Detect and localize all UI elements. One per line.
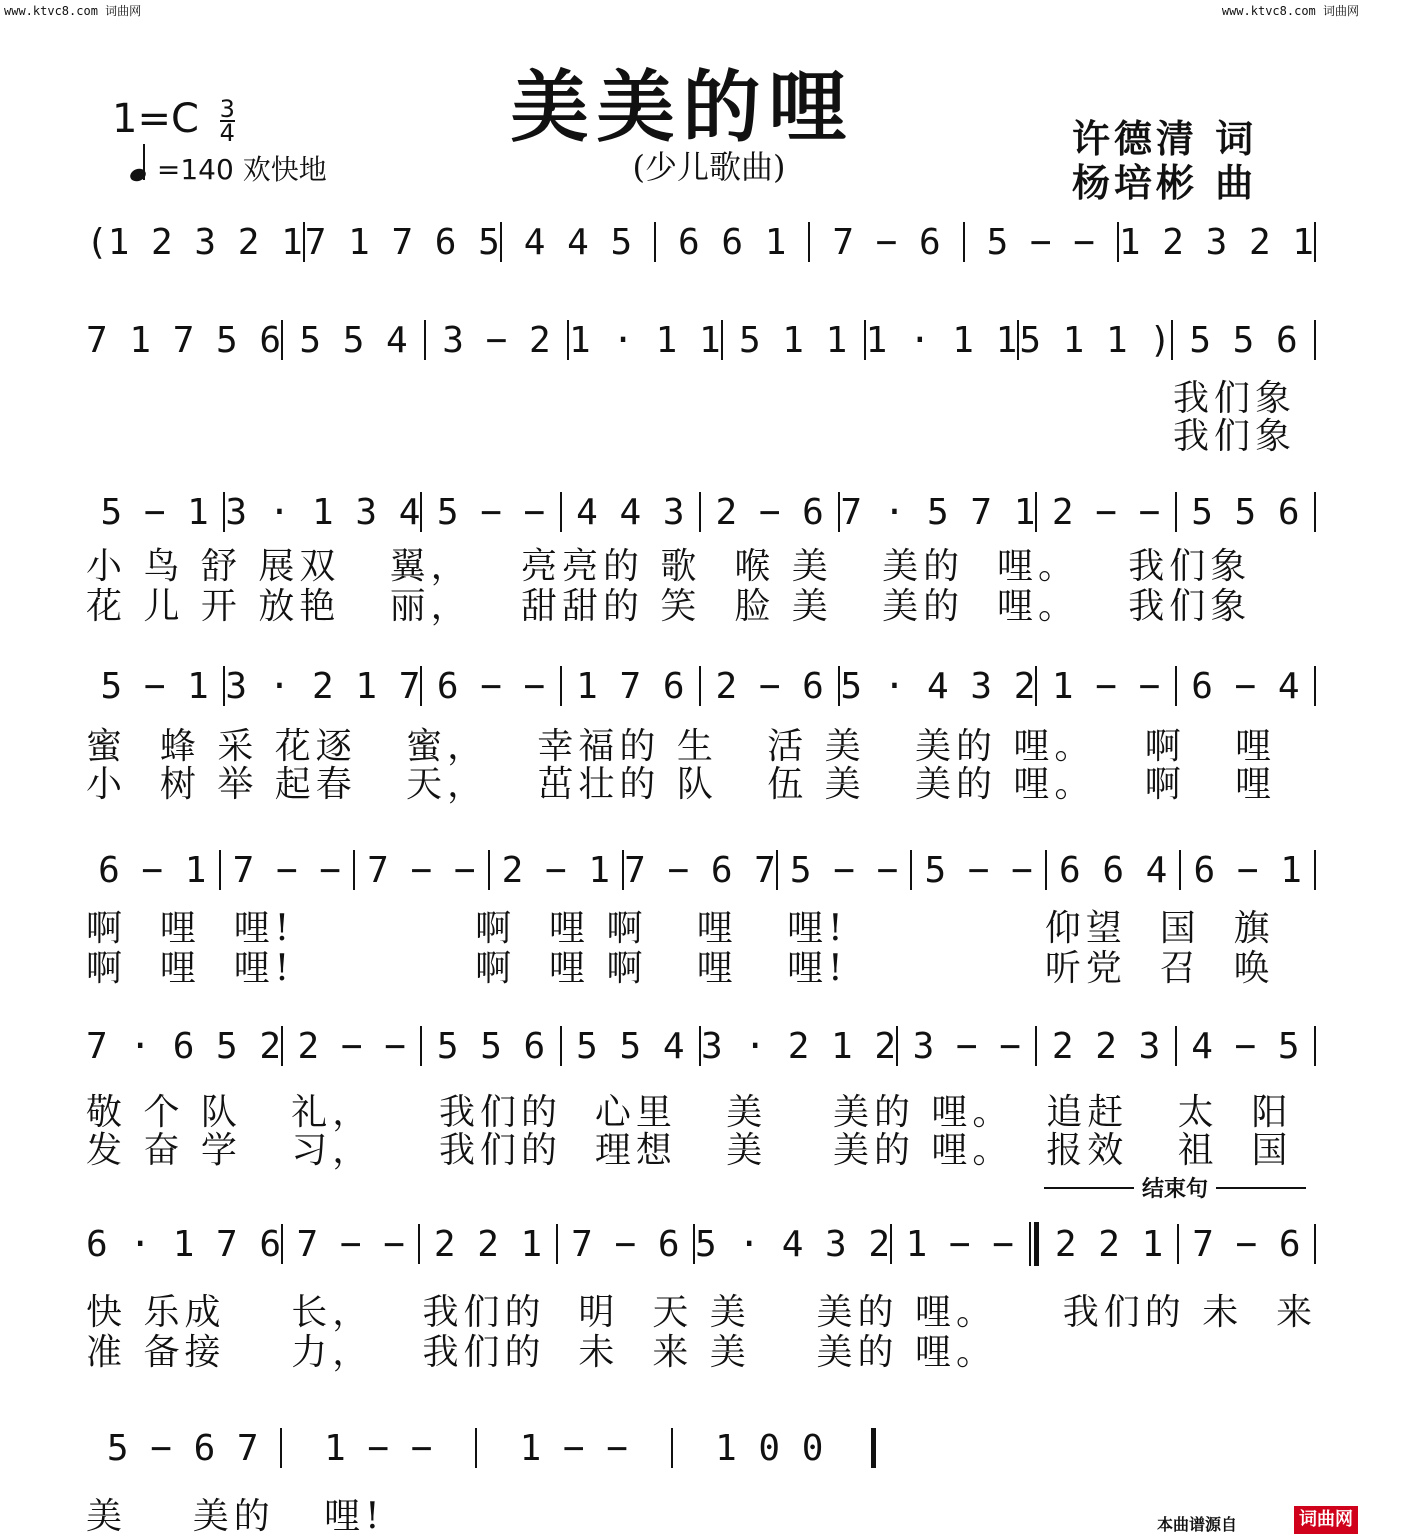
measure: 2 − 6 (715, 665, 824, 707)
score-row (86, 1216, 1316, 1272)
barline (1314, 222, 1316, 262)
measure: 5 · 4 3 2 (840, 665, 1036, 707)
measure: 5 5 4 (299, 319, 408, 361)
measure: 7 − − (367, 849, 476, 891)
composer-credit: 杨培彬 曲 (1072, 160, 1258, 205)
measure: 5 5 6 (436, 1025, 546, 1067)
repeat-sign (1027, 1216, 1041, 1272)
measure: 1 2 3 2 1 (107, 221, 303, 263)
measure: 5 − 1 (100, 491, 209, 533)
lyric-intro-1: 我们象 (1172, 378, 1296, 419)
measure: 7 − − (232, 849, 341, 891)
measure: 5 5 6 (1189, 319, 1298, 361)
measure: 7 − 6 (832, 221, 941, 263)
score-row (86, 1018, 1316, 1074)
ending-text: 结束句 (1142, 1177, 1209, 1202)
song-subtitle: (少儿歌曲) (632, 148, 786, 186)
measure: 3 · 1 3 4 (225, 491, 421, 533)
measure: 7 − 6 (571, 1223, 680, 1265)
measure: 4 − 5 (1191, 1025, 1300, 1067)
measure: 3 · 2 1 7 (225, 665, 421, 707)
measure: 2 − − (297, 1025, 406, 1067)
time-signature (219, 95, 235, 147)
barline (1314, 850, 1316, 890)
measure: 5 − 6 7 (106, 1427, 259, 1469)
measure: 6 6 1 (678, 221, 787, 263)
site-logo: 词曲网 (1294, 1506, 1358, 1534)
watermark-left: www.ktvc8.com 词曲网 (4, 4, 142, 18)
measure: 6 − − (436, 665, 546, 707)
watermark-right: www.ktvc8.com 词曲网 (1221, 4, 1359, 18)
tempo-text: =140 欢快地 (156, 153, 327, 186)
measure: 6 − 4 (1191, 665, 1300, 707)
time-top: 3 (219, 95, 235, 123)
measure: 1 · 1 1 (568, 319, 721, 361)
measure: 4 4 5 (523, 221, 633, 263)
measure: 7 − − (296, 1223, 405, 1265)
key-text: 1=C (112, 96, 199, 142)
lyric-line-5b: 准 备接 力， 我们的 未 来 美 美的 哩。 (86, 1332, 997, 1373)
note-stem (143, 144, 145, 180)
measure: 5 − 1 (100, 665, 209, 707)
barline (1314, 320, 1316, 360)
barline (1314, 666, 1316, 706)
lyric-intro-2: 我们象 (1172, 416, 1296, 457)
measure: 5 1 1 ) (1019, 319, 1172, 361)
measure: 7 − 6 (1192, 1223, 1301, 1265)
score-row (86, 312, 1316, 368)
measure: 7 − 6 7 (624, 849, 776, 891)
measure: 2 − 6 (715, 491, 824, 533)
measure: 5 − − (436, 491, 546, 533)
barline (1314, 1224, 1316, 1264)
measure: 6 − 1 (1193, 849, 1302, 891)
measure: 1 − − (519, 1427, 628, 1469)
measure: 2 2 1 (1054, 1223, 1164, 1265)
measure: 6 − 1 (98, 849, 207, 891)
barline (1314, 492, 1316, 532)
lyric-line-3b: 啊 哩 哩! 啊 哩 啊 哩 哩! 听党 召 唤 (86, 948, 1275, 989)
measure: 5 − − (924, 849, 1033, 891)
ending-line-right (1216, 1187, 1306, 1189)
lyric-line-1b: 花 儿 开 放艳 丽， 甜甜的 笑 脸 美 美的 哩。 我们象 (86, 586, 1252, 627)
measure: 3 − 2 (442, 319, 551, 361)
lyric-line-4b: 发 奋 学 习， 我们的 理想 美 美的 哩。 报效 祖 国 (86, 1130, 1293, 1171)
ending-line-left (1044, 1187, 1134, 1189)
lyric-line-1a: 小 鸟 舒 展双 翼， 亮亮的 歌 喉 美 美的 哩。 我们象 (86, 546, 1252, 587)
measure: 1 − − (905, 1223, 1014, 1265)
score-row (86, 214, 1316, 270)
time-bottom: 4 (219, 119, 235, 147)
source-note: 本曲谱源自 (1157, 1515, 1238, 1534)
measure: 7 · 6 5 2 (86, 1025, 282, 1067)
song-title: 美美的哩 (510, 62, 855, 153)
lyric-line-4a: 敬 个 队 礼， 我们的 心里 美 美的 哩。 追赶 太 阳 (86, 1092, 1293, 1133)
measure: 3 − − (912, 1025, 1021, 1067)
lyric-line-6a: 美 美的 哩! (86, 1496, 385, 1537)
key-signature (112, 95, 235, 147)
measure: 6 · 1 7 6 (86, 1223, 282, 1265)
measure: 1 0 0 (715, 1427, 824, 1469)
lyric-line-3a: 啊 哩 哩! 啊 哩 啊 哩 哩! 仰望 国 旗 (86, 908, 1275, 949)
lyric-line-2a: 蜜 蜂 采 花逐 蜜， 幸福的 生 活 美 美的 哩。 啊 哩 (86, 726, 1277, 767)
lyric-line-2b: 小 树 举 起春 天， 茁壮的 队 伍 美 美的 哩。 啊 哩 (86, 764, 1277, 805)
measure: 5 1 1 (738, 319, 848, 361)
score-row (86, 484, 1316, 540)
lyric-line-5a: 快 乐成 长， 我们的 明 天 美 美的 哩。 我们的 未 来 (86, 1292, 1318, 1333)
measure: 7 1 7 5 6 (86, 319, 282, 361)
ending-label (1044, 1172, 1306, 1203)
final-barline (871, 1428, 876, 1468)
measure: 5 · 4 3 2 (695, 1223, 891, 1265)
measure: 1 − − (1051, 665, 1161, 707)
score-row (86, 842, 1316, 898)
measure: 5 − − (986, 221, 1095, 263)
measure: 2 2 3 (1051, 1025, 1161, 1067)
barline (1314, 1026, 1316, 1066)
measure: 1 7 6 (576, 665, 685, 707)
measure: 2 2 1 (433, 1223, 543, 1265)
measure: 1 · 1 1 (865, 319, 1018, 361)
measure: 5 − − (789, 849, 899, 891)
score-row (86, 1420, 876, 1476)
measure: 6 6 4 (1058, 849, 1168, 891)
measure: 7 · 5 7 1 (840, 491, 1036, 533)
open-paren: ( (86, 221, 108, 263)
measure: 2 − − (1051, 491, 1161, 533)
lyricist-credit: 许德清 词 (1072, 116, 1258, 161)
measure: 5 5 6 (1191, 491, 1300, 533)
measure: 1 2 3 2 1 (1118, 221, 1314, 263)
tempo-marking (130, 148, 327, 188)
measure: 4 4 3 (576, 491, 685, 533)
measure: 1 − − (324, 1427, 433, 1469)
measure: 3 · 2 1 2 (701, 1025, 897, 1067)
measure: 7 1 7 6 5 (304, 221, 500, 263)
measure: 2 − 1 (501, 849, 611, 891)
score-row (86, 658, 1316, 714)
measure: 5 5 4 (576, 1025, 685, 1067)
